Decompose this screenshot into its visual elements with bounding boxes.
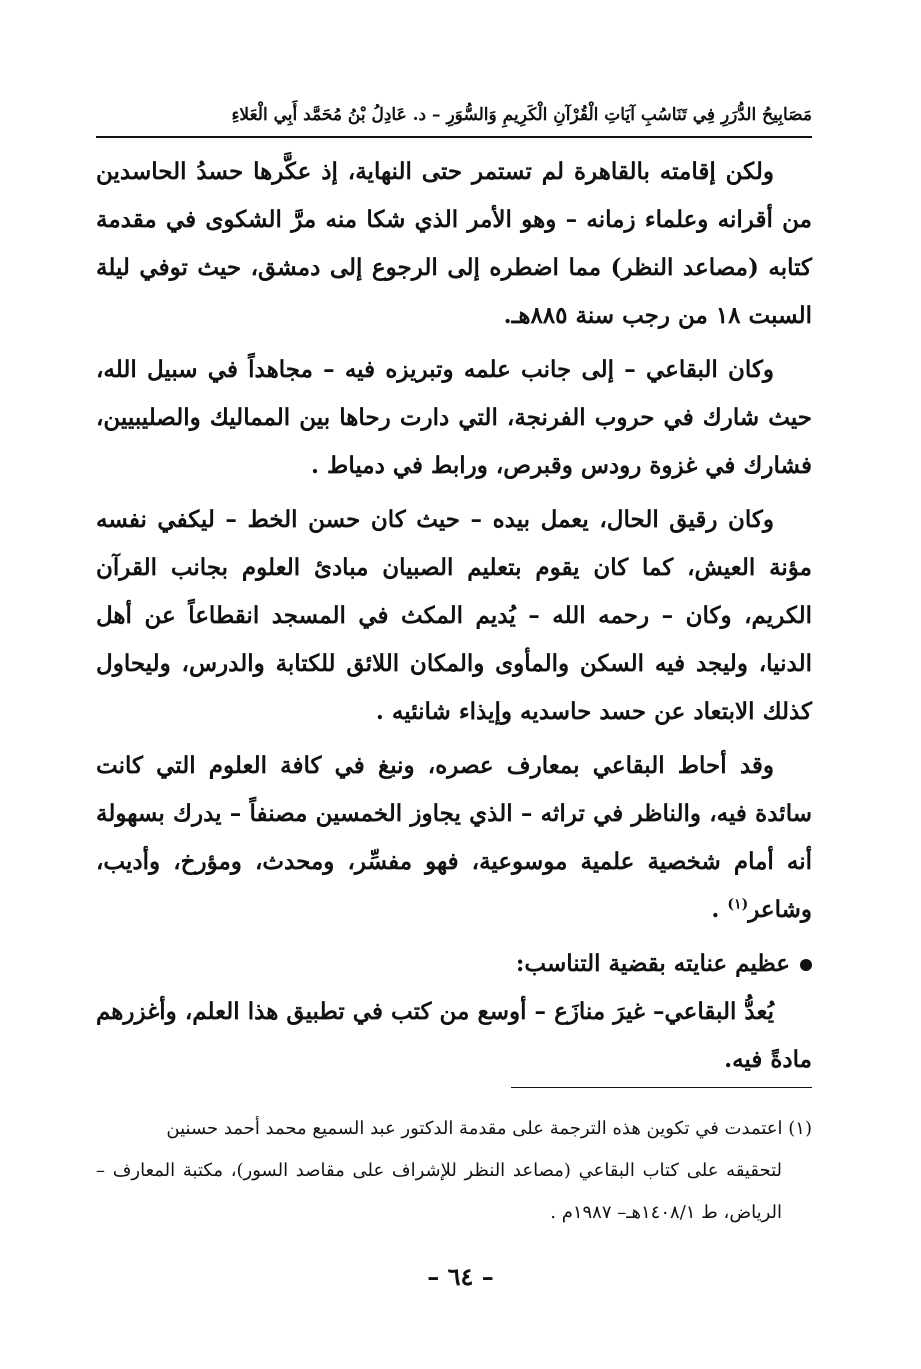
paragraph-4-end: . bbox=[711, 896, 728, 923]
running-header: مَصَابِيحُ الدُّرَرِ فِي تَنَاسُبِ آيَاتِ الْقُرْآنِ الْكَرِيمِ وَالسُّوَرِ – د. عَادِلُ بْنُ مُحَمَّد أَبِي الْعَلاءِ bbox=[96, 100, 812, 138]
section-heading bbox=[96, 940, 812, 988]
bullet-icon bbox=[800, 959, 812, 971]
paragraph-4 bbox=[96, 742, 812, 934]
footnote-text-rest: لتحقيقه على كتاب البقاعي (مصاعد النظر للإشراف على مقاصد السور)، مكتبة المعارف – الرياض، ط ١٤٠٨/١هـ– ١٩٨٧م . bbox=[96, 1160, 782, 1223]
paragraph-1: ولكن إقامته بالقاهرة لم تستمر حتى النهاية، إذ عكَّرها حسدُ الحاسدين من أقرانه وعلماء زمانه – وهو الأمر الذي شكا منه مرَّ الشكوى في مقدمة كتابه (مصاعد النظر) مما اضطره إلى الرجوع إلى دمشق، حيث توفي ليلة السبت ١٨ من رجب سنة ٨٨٥هـ. bbox=[96, 158, 812, 329]
footnote-line bbox=[96, 1108, 812, 1150]
page bbox=[96, 100, 812, 1084]
final-paragraph: يُعدُّ البقاعي– غيرَ منازَع – أوسع من كتب في تطبيق هذا العلم، وأغزرهم مادةً فيه. bbox=[96, 998, 812, 1073]
body-text bbox=[96, 148, 812, 1084]
paragraph-4-text: وقد أحاط البقاعي بمعارف عصره، ونبغ في كافة العلوم التي كانت سائدة فيه، والناظر في تراثه – الذي يجاوز الخمسين مصنفاً – يدرك بسهولة أنه أمام شخصية علمية موسوعية، فهو مفسِّر، ومحدث، ومؤرخ، وأديب، وشاعر bbox=[96, 752, 812, 923]
section-heading-text: عظيم عنايته بقضية التناسب: bbox=[515, 950, 790, 977]
footnote-reference: (١) bbox=[727, 896, 749, 913]
paragraph-2: وكان البقاعي – إلى جانب علمه وتبريزه فيه – مجاهداً في سبيل الله، حيث شارك في حروب الفرنجة، التي دارت رحاها بين المماليك والصليبيين، فشارك في غزوة رودس وقبرص، ورابط في دمياط . bbox=[96, 356, 812, 479]
paragraph-3: وكان رقيق الحال، يعمل بيده – حيث كان حسن الخط – ليكفي نفسه مؤنة العيش، كما كان يقوم بتعليم الصبيان مبادئ العلوم بجانب القرآن الكريم، وكان – رحمه الله – يُديم المكث في المسجد انقطاعاً عن أهل الدنيا، وليجد فيه السكن والمأوى والمكان اللائق للكتابة والدرس، وليحاول كذلك الابتعاد عن حسد حاسديه وإيذاء شانئيه . bbox=[96, 506, 812, 725]
footnote-marker: (١) bbox=[788, 1118, 812, 1139]
footnote-divider bbox=[511, 1087, 812, 1088]
footnote-1 bbox=[96, 1108, 812, 1234]
footnote-text-line1: اعتمدت في تكوين هذه الترجمة على مقدمة الدكتور عبد السميع محمد أحمد حسنين bbox=[166, 1118, 783, 1139]
footnotes bbox=[96, 1108, 812, 1234]
page-number: – ٦٤ – bbox=[427, 1262, 494, 1291]
